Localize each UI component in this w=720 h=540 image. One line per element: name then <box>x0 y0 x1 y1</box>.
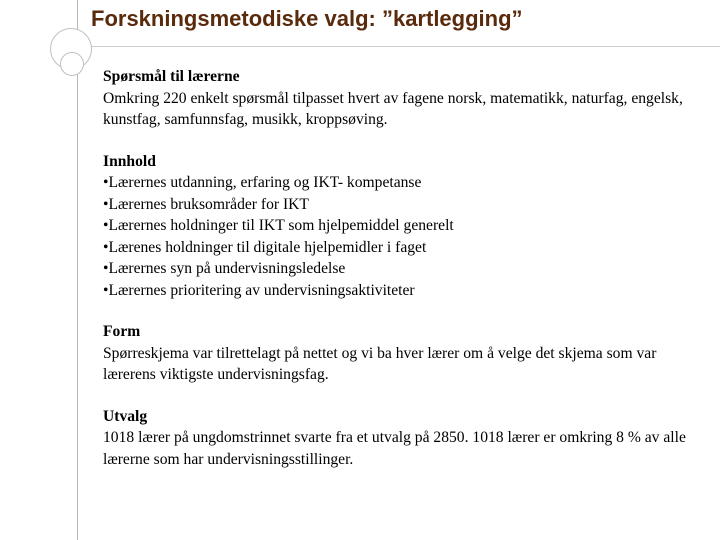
section-body-form: Spørreskjema var tilrettelagt på nettet og vi ba hver lærer om å velge det skjema som var lærerens viktigste undervisningsfag. <box>103 344 657 383</box>
section-heading-content: Innhold <box>103 152 156 170</box>
decorative-vertical-line <box>77 0 78 540</box>
decorative-circle-small <box>60 52 84 76</box>
slide-content <box>103 66 693 490</box>
section-questions <box>103 66 693 131</box>
bullet-item: • Lærernes prioritering av undervisningsaktiviteter <box>103 280 693 302</box>
section-heading-sample: Utvalg <box>103 407 148 425</box>
bullet-item: • Lærernes utdanning, erfaring og IKT- kompetanse <box>103 172 693 194</box>
section-heading-questions: Spørsmål til lærerne <box>103 68 240 85</box>
section-content <box>103 151 693 302</box>
section-body-sample: 1018 lærer på ungdomstrinnet svarte fra et utvalg på 2850. 1018 lærer er omkring 8 % av alle lærerne som har undervisningsstillinger. <box>103 429 686 468</box>
bullet-item: • Lærernes bruksområder for IKT <box>103 194 693 216</box>
section-body-questions: Omkring 220 enkelt spørsmål tilpasset hvert av fagene norsk, matematikk, naturfag, engelsk, kunstfag, samfunnsfag, musikk, kroppsøving. <box>103 89 683 128</box>
bullet-item: • Lærernes syn på undervisningsledelse <box>103 258 693 280</box>
bullet-item: • Lærenes holdninger til digitale hjelpemidler i faget <box>103 237 693 259</box>
slide-title: Forskningsmetodiske valg: ”kartlegging” <box>91 6 523 31</box>
section-form <box>103 321 693 386</box>
decorative-horizontal-line <box>77 46 720 47</box>
section-heading-form: Form <box>103 323 141 340</box>
content-bullet-list <box>103 172 693 301</box>
bullet-item: • Lærernes holdninger til IKT som hjelpemiddel generelt <box>103 215 693 237</box>
section-sample <box>103 406 693 471</box>
